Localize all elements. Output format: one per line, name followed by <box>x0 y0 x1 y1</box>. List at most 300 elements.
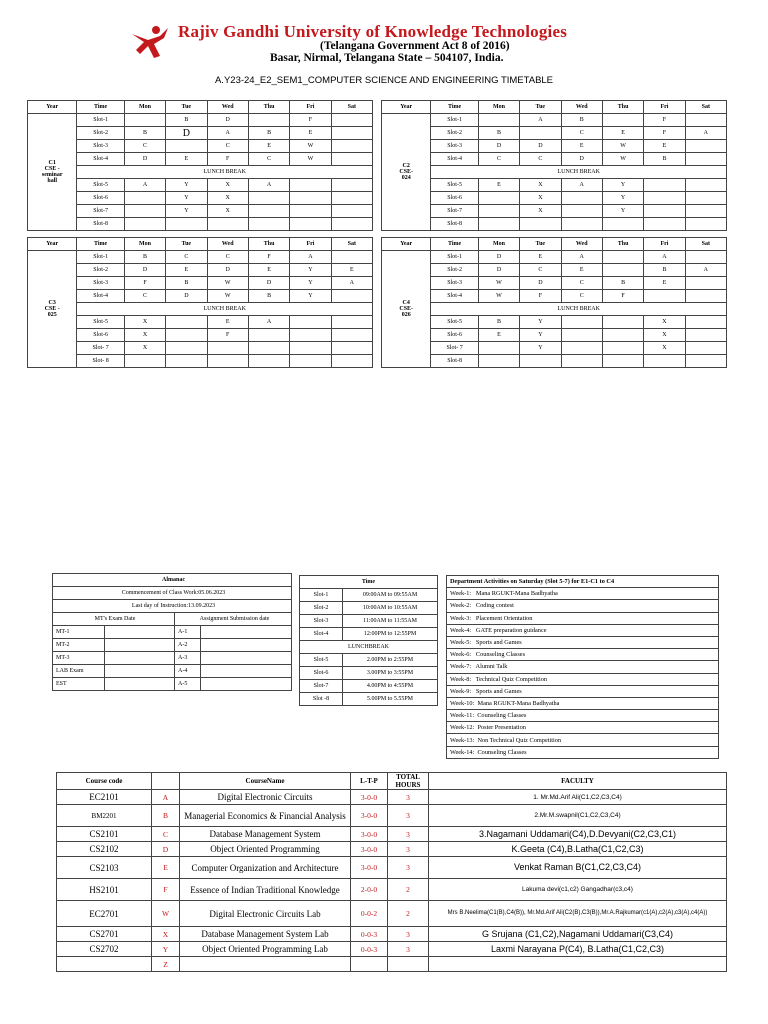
course-ltp: 3-0-0 <box>351 857 388 879</box>
timetable-cell <box>124 192 165 205</box>
course-hours: 3 <box>388 805 429 827</box>
tt-header-wed: Wed <box>561 238 602 251</box>
activity-item: Week-11: Counseling Classes <box>447 710 719 722</box>
timetable-cell <box>685 316 726 329</box>
timetable-cell: E <box>248 264 289 277</box>
activity-item: Week-13: Non Technical Quiz Competition <box>447 734 719 746</box>
timing-row <box>300 680 438 693</box>
timetable-cell: Y <box>166 205 207 218</box>
slot-label: Slot-3 <box>431 277 478 290</box>
almanac-row <box>53 626 292 639</box>
course-row <box>57 879 727 901</box>
course-faculty: 1. Mr.Md.Arif Ali(C1,C2,C3,C4) <box>429 790 727 805</box>
tt-header-year: Year <box>382 238 431 251</box>
timing-range: 11:00AM to 11:55AM <box>343 615 438 628</box>
timetable-cell: C <box>124 290 165 303</box>
activity-item: Week-6: Counseling Classes <box>447 649 719 661</box>
timetable-cell: A <box>685 264 726 277</box>
timetable-cell <box>561 342 602 355</box>
course-name-header: CourseName <box>180 773 351 790</box>
timetable-cell: F <box>248 251 289 264</box>
timetable-cell: D <box>124 153 165 166</box>
timetable-cell: X <box>520 179 561 192</box>
course-hours: 2 <box>388 901 429 927</box>
timetable-cell <box>331 140 372 153</box>
course-row <box>57 805 727 827</box>
course-code: BM2201 <box>57 805 152 827</box>
assignment-name: A-4 <box>175 665 201 678</box>
activity-row <box>447 697 719 709</box>
course-faculty: Lakuma devi(c1,c2) Gangadhar(c3,c4) <box>429 879 727 901</box>
tt-header-sat: Sat <box>331 101 372 114</box>
course-name: Digital Electronic Circuits Lab <box>180 901 351 927</box>
timetable-cell <box>602 251 643 264</box>
timetable-cell: Y <box>166 179 207 192</box>
activity-item: Week-5: Sports and Games <box>447 636 719 648</box>
timetable-cell: X <box>207 179 248 192</box>
lunch-break: LUNCH BREAK <box>77 166 373 179</box>
timetable-cell <box>685 205 726 218</box>
timetable-cell <box>166 329 207 342</box>
timetable-cell: A <box>248 179 289 192</box>
exam-name: MT-2 <box>53 639 105 652</box>
course-hours: 3 <box>388 857 429 879</box>
course-row <box>57 842 727 857</box>
timetable-cell: D <box>207 114 248 127</box>
timetable-cell <box>478 355 519 368</box>
timetable-cell: X <box>520 205 561 218</box>
timetable-cell <box>248 114 289 127</box>
timetable-cell <box>478 342 519 355</box>
course-code: CS2702 <box>57 942 152 957</box>
timetable-cell <box>602 342 643 355</box>
timing-row <box>300 628 438 641</box>
timetable-cell: F <box>644 114 685 127</box>
timetable-cell <box>290 329 331 342</box>
timetable-cell <box>602 329 643 342</box>
almanac-row <box>53 652 292 665</box>
timetable-cell <box>561 355 602 368</box>
activity-row <box>447 600 719 612</box>
timing-slot: Slot -8 <box>300 693 343 706</box>
tt-header-mon: Mon <box>124 101 165 114</box>
slot-label: Slot-6 <box>77 192 124 205</box>
timetable-cell <box>561 192 602 205</box>
timetable-cell <box>207 342 248 355</box>
timetable-cell <box>166 342 207 355</box>
course-row <box>57 927 727 942</box>
timing-range: 4.00PM to 4:55PM <box>343 680 438 693</box>
timetable-cell: E <box>602 127 643 140</box>
class-label-c4: C4 CSE- 026 <box>382 251 431 368</box>
timetable-cell: W <box>478 277 519 290</box>
tt-header-mon: Mon <box>124 238 165 251</box>
timetable-cell <box>685 140 726 153</box>
course-ltp: 2-0-0 <box>351 879 388 901</box>
timetable-cell <box>124 218 165 231</box>
activity-row <box>447 710 719 722</box>
slot-label: Slot-7 <box>77 205 124 218</box>
timing-lunch: LUNCHBREAK <box>300 641 438 654</box>
almanac-title: Almanac <box>53 574 292 587</box>
timetable-cell <box>685 251 726 264</box>
timetable-cell: X <box>124 342 165 355</box>
tt-header-year: Year <box>28 101 77 114</box>
slot-label: Slot- 7 <box>431 342 478 355</box>
timetable-cell: A <box>124 179 165 192</box>
timing-range: 2.00PM to 2:55PM <box>343 654 438 667</box>
timetable-cell: X <box>124 316 165 329</box>
exam-name: MT-1 <box>53 626 105 639</box>
tt-header-tue: Tue <box>166 101 207 114</box>
page-header <box>0 18 768 68</box>
course-name: Database Management System Lab <box>180 927 351 942</box>
timetable-cell <box>561 316 602 329</box>
slot-label: Slot-8 <box>431 218 478 231</box>
course-faculty: 2.Mr.M.swapnil(C1,C2,C3,C4) <box>429 805 727 827</box>
timetable-cell <box>520 218 561 231</box>
timetable-cell <box>331 355 372 368</box>
activity-row <box>447 624 719 636</box>
slot-label: Slot-6 <box>77 329 124 342</box>
timing-slot: Slot-7 <box>300 680 343 693</box>
tt-header-tue: Tue <box>520 238 561 251</box>
timetable-cell: C <box>207 251 248 264</box>
tt-header-wed: Wed <box>561 101 602 114</box>
timetable-cell <box>685 179 726 192</box>
activity-item: Week-4: GATE preparation guidance <box>447 624 719 636</box>
timetable-cell: E <box>520 251 561 264</box>
timing-slot: Slot-5 <box>300 654 343 667</box>
course-row <box>57 957 727 972</box>
timetable-cell: F <box>520 290 561 303</box>
timetable-cell: B <box>602 277 643 290</box>
activity-item: Week-14: Counseling Classes <box>447 746 719 758</box>
timetable-cell: F <box>644 127 685 140</box>
course-hours: 3 <box>388 790 429 805</box>
commencement: Commencement of Class Work:05.06.2023 <box>53 587 292 600</box>
timetable-cell <box>331 205 372 218</box>
timetable-cell: X <box>207 192 248 205</box>
timetable-cell: E <box>478 329 519 342</box>
exam-name: EST <box>53 678 105 691</box>
timetable-cell: X <box>207 205 248 218</box>
tt-header-thu: Thu <box>248 101 289 114</box>
tt-header-time: Time <box>431 101 478 114</box>
timetable-cell: D <box>248 277 289 290</box>
timetable-cell: E <box>644 140 685 153</box>
course-code: EC2701 <box>57 901 152 927</box>
activity-row <box>447 685 719 697</box>
activity-item: Week-10: Mana RGUKT-Mana Badhyatha <box>447 697 719 709</box>
course-letter: C <box>152 827 180 842</box>
timetable-cell: F <box>602 290 643 303</box>
timetable-cell <box>685 114 726 127</box>
timetable-cell: W <box>602 140 643 153</box>
timetable-c3 <box>27 237 373 368</box>
timing-range: 12:00PM to 12:55PM <box>343 628 438 641</box>
slot-label: Slot-7 <box>431 205 478 218</box>
timetable-cell: E <box>561 140 602 153</box>
slot-label: Slot- 7 <box>77 342 124 355</box>
activity-row <box>447 661 719 673</box>
timetable-c4 <box>381 237 727 368</box>
timetable-cell: W <box>290 153 331 166</box>
tt-header-fri: Fri <box>644 101 685 114</box>
lunch-break: LUNCH BREAK <box>77 303 373 316</box>
course-name: Object Oriented Programming Lab <box>180 942 351 957</box>
tt-header-mon: Mon <box>478 238 519 251</box>
ltp-header: L-T-P <box>351 773 388 790</box>
tt-header-fri: Fri <box>290 101 331 114</box>
course-name: Digital Electronic Circuits <box>180 790 351 805</box>
faculty-header: FACULTY <box>429 773 727 790</box>
timetable-cell: B <box>644 264 685 277</box>
timetable-cell <box>290 205 331 218</box>
timetable-cell: A <box>561 179 602 192</box>
timetable-cell: X <box>644 342 685 355</box>
last-day: Last day of Instruction:13.09.2023 <box>53 600 292 613</box>
timetable-cell: D <box>124 264 165 277</box>
slot-label: Slot-6 <box>431 192 478 205</box>
tt-header-year: Year <box>28 238 77 251</box>
timing-range: 5.00PM to 5.55PM <box>343 693 438 706</box>
exam-name: MT-3 <box>53 652 105 665</box>
course-name: Managerial Economics & Financial Analysis <box>180 805 351 827</box>
slot-label: Slot-1 <box>77 251 124 264</box>
timetable-cell: A <box>685 127 726 140</box>
timetable-cell: D <box>520 140 561 153</box>
timetable-cell <box>685 342 726 355</box>
tt-header-time: Time <box>77 101 124 114</box>
timetable-cell <box>561 218 602 231</box>
timetable-cell <box>602 355 643 368</box>
assignment-name: A-3 <box>175 652 201 665</box>
course-faculty: Venkat Raman B(C1,C2,C3,C4) <box>429 857 727 879</box>
timing-row <box>300 693 438 706</box>
timetable-cell: X <box>644 316 685 329</box>
timetable-cell <box>331 153 372 166</box>
timetable-cell <box>602 218 643 231</box>
slot-label: Slot-2 <box>77 264 124 277</box>
slot-label: Slot-1 <box>431 251 478 264</box>
activity-row <box>447 588 719 600</box>
course-name: Computer Organization and Architecture <box>180 857 351 879</box>
timetable-cell: A <box>644 251 685 264</box>
timing-slot: Slot-3 <box>300 615 343 628</box>
course-hours: 2 <box>388 879 429 901</box>
activity-item: Week-1: Mana RGUKT-Mana Badhyatha <box>447 588 719 600</box>
tt-header-fri: Fri <box>290 238 331 251</box>
activity-item: Week-3: Placement Orientation <box>447 612 719 624</box>
course-ltp: 0-0-3 <box>351 942 388 957</box>
course-ltp: 3-0-0 <box>351 790 388 805</box>
assignment-header: Assignment Submission date <box>175 613 292 626</box>
tt-header-sat: Sat <box>685 101 726 114</box>
timetable-cell: D <box>207 264 248 277</box>
tt-header-thu: Thu <box>602 101 643 114</box>
timetable-cell <box>685 153 726 166</box>
course-code: CS2701 <box>57 927 152 942</box>
course-name: Object Oriented Programming <box>180 842 351 857</box>
activity-item: Week-8: Technical Quiz Competition <box>447 673 719 685</box>
timetable-cell <box>290 355 331 368</box>
timetable-cell: X <box>520 192 561 205</box>
slot-label: Slot- 8 <box>77 355 124 368</box>
course-ltp: 3-0-0 <box>351 842 388 857</box>
tt-header-wed: Wed <box>207 238 248 251</box>
timetable-cell: C <box>124 140 165 153</box>
course-row <box>57 901 727 927</box>
timetable-cell: E <box>644 277 685 290</box>
slot-timing-table <box>299 575 438 706</box>
activities-title: Department Activities on Saturday (Slot 5-7) for E1-C1 to C4 <box>447 576 719 588</box>
timetable-cell <box>290 179 331 192</box>
timetable-cell: A <box>248 316 289 329</box>
timetable-cell <box>685 277 726 290</box>
timetable-cell <box>248 329 289 342</box>
activity-row <box>447 612 719 624</box>
slot-label: Slot-3 <box>431 140 478 153</box>
timing-slot: Slot-6 <box>300 667 343 680</box>
timetable-cell: A <box>290 251 331 264</box>
timing-row <box>300 654 438 667</box>
timetable-cell <box>644 205 685 218</box>
assignment-name: A-5 <box>175 678 201 691</box>
timetable-cell <box>331 342 372 355</box>
course-code-header: Course code <box>57 773 152 790</box>
timing-row <box>300 615 438 628</box>
course-row <box>57 857 727 879</box>
timetable-cell <box>166 355 207 368</box>
timetable-cell <box>644 192 685 205</box>
timetable-cell <box>644 355 685 368</box>
course-code: HS2101 <box>57 879 152 901</box>
timetable-cell: Y <box>602 179 643 192</box>
timetable-cell: A <box>331 277 372 290</box>
timetable-cell <box>602 316 643 329</box>
almanac-row <box>53 639 292 652</box>
timetable-c1 <box>27 100 373 231</box>
timetable-cell <box>478 218 519 231</box>
assignment-name: A-1 <box>175 626 201 639</box>
timetable-cell: C <box>561 277 602 290</box>
timetable-cell <box>685 192 726 205</box>
activity-row <box>447 636 719 648</box>
timetable-cell <box>207 355 248 368</box>
timetable-cell <box>331 316 372 329</box>
course-name: Database Management System <box>180 827 351 842</box>
timetable-cell: A <box>207 127 248 140</box>
timetable-cell: C <box>561 127 602 140</box>
timetable-cell: B <box>248 290 289 303</box>
activity-row <box>447 673 719 685</box>
timetable-cell <box>331 218 372 231</box>
slot-label: Slot-6 <box>431 329 478 342</box>
course-letter: E <box>152 857 180 879</box>
timetable-cell: D <box>478 251 519 264</box>
course-ltp: 3-0-0 <box>351 827 388 842</box>
timetable-cell <box>166 140 207 153</box>
course-faculty: 3.Nagamani Uddamari(C4),D.Devyani(C2,C3,C1) <box>429 827 727 842</box>
timetable-cell: E <box>166 264 207 277</box>
tt-header-sat: Sat <box>685 238 726 251</box>
timetable-cell: Y <box>166 192 207 205</box>
almanac-row <box>53 678 292 691</box>
tt-header-time: Time <box>431 238 478 251</box>
course-table <box>56 772 727 972</box>
timetable-cell: C <box>478 153 519 166</box>
slot-label: Slot-2 <box>431 127 478 140</box>
exam-name: LAB Exam <box>53 665 105 678</box>
course-code: CS2103 <box>57 857 152 879</box>
timetable-cell: B <box>561 114 602 127</box>
timetable-cell <box>478 205 519 218</box>
tt-header-year: Year <box>382 101 431 114</box>
class-label-c1: C1 CSE - seminar hall <box>28 114 77 231</box>
course-ltp: 0-0-3 <box>351 927 388 942</box>
timetable-cell: Y <box>602 192 643 205</box>
timetable-cell <box>602 264 643 277</box>
slot-label: Slot-8 <box>77 218 124 231</box>
slot-label: Slot-5 <box>431 316 478 329</box>
course-faculty: Laxmi Narayana P(C4), B.Latha(C1,C2,C3) <box>429 942 727 957</box>
timetable-cell: C <box>520 264 561 277</box>
course-letter: D <box>152 842 180 857</box>
timing-row <box>300 667 438 680</box>
timing-slot: Slot-1 <box>300 589 343 602</box>
slot-label: Slot-4 <box>431 290 478 303</box>
timetable-cell <box>290 316 331 329</box>
timetable-cell <box>124 355 165 368</box>
timetable-cell: Y <box>602 205 643 218</box>
timetable-cell <box>290 342 331 355</box>
timetable-cell: C <box>207 140 248 153</box>
course-ltp: 0-0-2 <box>351 901 388 927</box>
timetable-cell <box>248 205 289 218</box>
timetable-cell <box>124 205 165 218</box>
timetable-cell <box>644 290 685 303</box>
timetable-cell: W <box>602 153 643 166</box>
course-hours: 3 <box>388 927 429 942</box>
timetable-cell <box>207 218 248 231</box>
timetable-cell <box>331 127 372 140</box>
course-letter: F <box>152 879 180 901</box>
timetable-cell: F <box>207 153 248 166</box>
course-row <box>57 942 727 957</box>
tt-header-fri: Fri <box>644 238 685 251</box>
activity-item: Week-2: Coding contest <box>447 600 719 612</box>
tt-header-tue: Tue <box>520 101 561 114</box>
timetable-cell <box>478 114 519 127</box>
timing-range: 3.00PM to 3:55PM <box>343 667 438 680</box>
timetable-cell: Y <box>290 264 331 277</box>
timetable-cell: Y <box>290 277 331 290</box>
timing-title: Time <box>300 576 438 589</box>
university-name: Rajiv Gandhi University of Knowledge Technologies <box>178 22 568 41</box>
timetable-cell: X <box>644 329 685 342</box>
slot-label: Slot-2 <box>431 264 478 277</box>
timetable-cell: E <box>166 153 207 166</box>
course-faculty <box>429 957 727 972</box>
almanac-row <box>53 665 292 678</box>
slot-label: Slot-2 <box>77 127 124 140</box>
timetable-title: A.Y23-24_E2_SEM1_COMPUTER SCIENCE AND ENGINEERING TIMETABLE <box>214 75 554 86</box>
timetable-cell <box>331 114 372 127</box>
timetable-cell: Y <box>520 342 561 355</box>
slot-label: Slot-4 <box>431 153 478 166</box>
slot-label: Slot-8 <box>431 355 478 368</box>
